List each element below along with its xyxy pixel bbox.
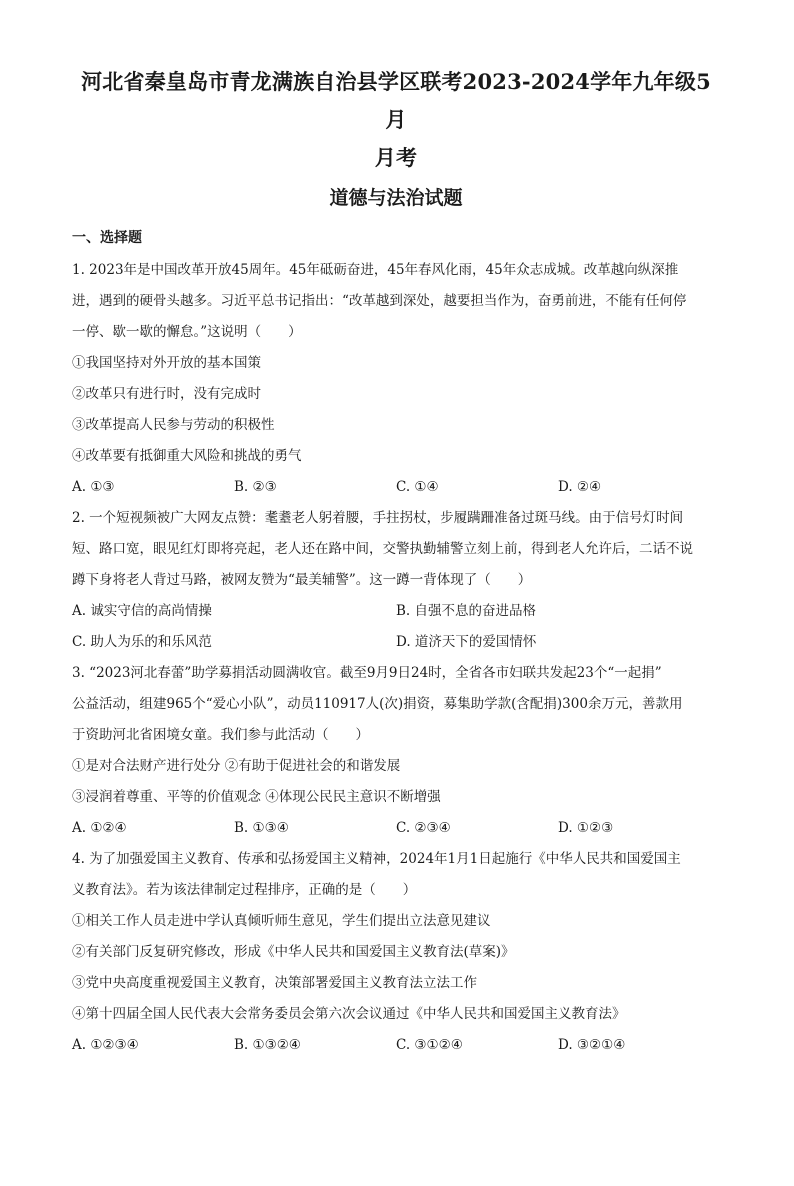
option-d[interactable]: D. ①②③ [558,820,614,836]
statement-item: ③改革提高人民参与劳动的积极性 [72,417,275,433]
stem-line: 进，遇到的硬骨头越多。习近平总书记指出：“改革越到深处，越要担当作为，奋勇前进，不能有任何停 [72,293,687,309]
statement-item: ③党中央高度重视爱国主义教育，决策部署爱国主义教育法立法工作 [72,975,477,991]
option-d[interactable]: D. 道济天下的爱国情怀 [396,634,537,650]
stem-line: 3. “2023河北春蕾”助学募捐活动圆满收官。截至9月9日24时，全省各市妇联共发起23个“一起捐” [72,665,662,681]
option-c[interactable]: C. ③①②④ [396,1037,463,1053]
option-b[interactable]: B. ②③ [234,479,277,495]
statement-item: ④改革要有抵御重大风险和挑战的勇气 [72,448,302,464]
question-3 [72,658,720,844]
statement-item: ④第十四届全国人民代表大会常务委员会第六次会议通过《中华人民共和国爱国主义教育法》 [72,1006,626,1022]
option-c[interactable]: C. 助人为乐的和乐风范 [72,634,212,650]
option-b[interactable]: B. ①③②④ [234,1037,301,1053]
statement-item: ①是对合法财产进行处分 ②有助于促进社会的和谐发展 [72,758,401,774]
question-1 [72,255,720,503]
stem-line: 1. 2023年是中国改革开放45周年。45年砥砺奋进，45年春风化雨，45年众志成城。改革越向纵深推 [72,262,679,278]
option-a[interactable]: A. ①②③④ [72,1037,139,1053]
exam-subtitle: 道德与法治试题 [329,187,463,209]
option-b[interactable]: B. 自强不息的奋进品格 [396,603,537,619]
title-line-1: 河北省秦皇岛市青龙满族自治县学区联考2023-2024学年九年级5月 [81,69,711,132]
section-heading: 一、选择题 [72,230,142,246]
statement-item: ①我国坚持对外开放的基本国策 [72,355,261,371]
exam-title [72,63,720,177]
answer-options [72,1030,720,1061]
answer-options [72,813,720,844]
stem-line: 短、路口宽，眼见红灯即将亮起，老人还在路中间，交警执勤辅警立刻上前，得到老人允许后，二话不说 [72,541,693,557]
stem-line: 2. 一个短视频被广大网友点赞：耄耋老人躬着腰，手拄拐杖，步履蹒跚准备过斑马线。由于信号灯时间 [72,510,684,526]
exam-page [0,63,794,1186]
question-2 [72,503,720,658]
answer-options [72,627,720,658]
question-1-stem [72,255,720,348]
stem-line: 蹲下身将老人背过马路，被网友赞为“最美辅警”。这一蹲一背体现了（ ） [72,572,532,588]
stem-line: 于资助河北省困境女童。我们参与此活动（ ） [72,727,369,743]
option-b[interactable]: B. ①③④ [234,820,289,836]
statement-item: ②改革只有进行时，没有完成时 [72,386,261,402]
title-line-2: 月考 [374,145,418,170]
option-d[interactable]: D. ③②①④ [558,1037,626,1053]
stem-line: 公益活动，组建965个“爱心小队”，动员110917人(次)捐资，募集助学款(含配捐)300余万元，善款用 [72,696,683,712]
answer-options [72,596,720,627]
statement-item: ③浸润着尊重、平等的价值观念 ④体现公民民主意识不断增强 [72,789,441,805]
option-a[interactable]: A. ①③ [72,479,115,495]
question-4 [72,844,720,1061]
option-c[interactable]: C. ②③④ [396,820,451,836]
statement-item: ①相关工作人员走进中学认真倾听师生意见，学生们提出立法意见建议 [72,913,491,929]
option-a[interactable]: A. ①②④ [72,820,127,836]
option-d[interactable]: D. ②④ [558,479,602,495]
statement-item: ②有关部门反复研究修改，形成《中华人民共和国爱国主义教育法(草案)》 [72,944,515,960]
option-a[interactable]: A. 诚实守信的高尚情操 [72,603,212,619]
answer-options [72,472,720,503]
stem-line: 一停、歇一歇的懈怠。”这说明（ ） [72,324,302,340]
option-c[interactable]: C. ①④ [396,479,439,495]
stem-line: 义教育法》。若为该法律制定过程排序，正确的是（ ） [72,882,417,898]
stem-line: 4. 为了加强爱国主义教育、传承和弘扬爱国主义精神，2024年1月1日起施行《中华人民共和国爱国主 [72,851,681,867]
